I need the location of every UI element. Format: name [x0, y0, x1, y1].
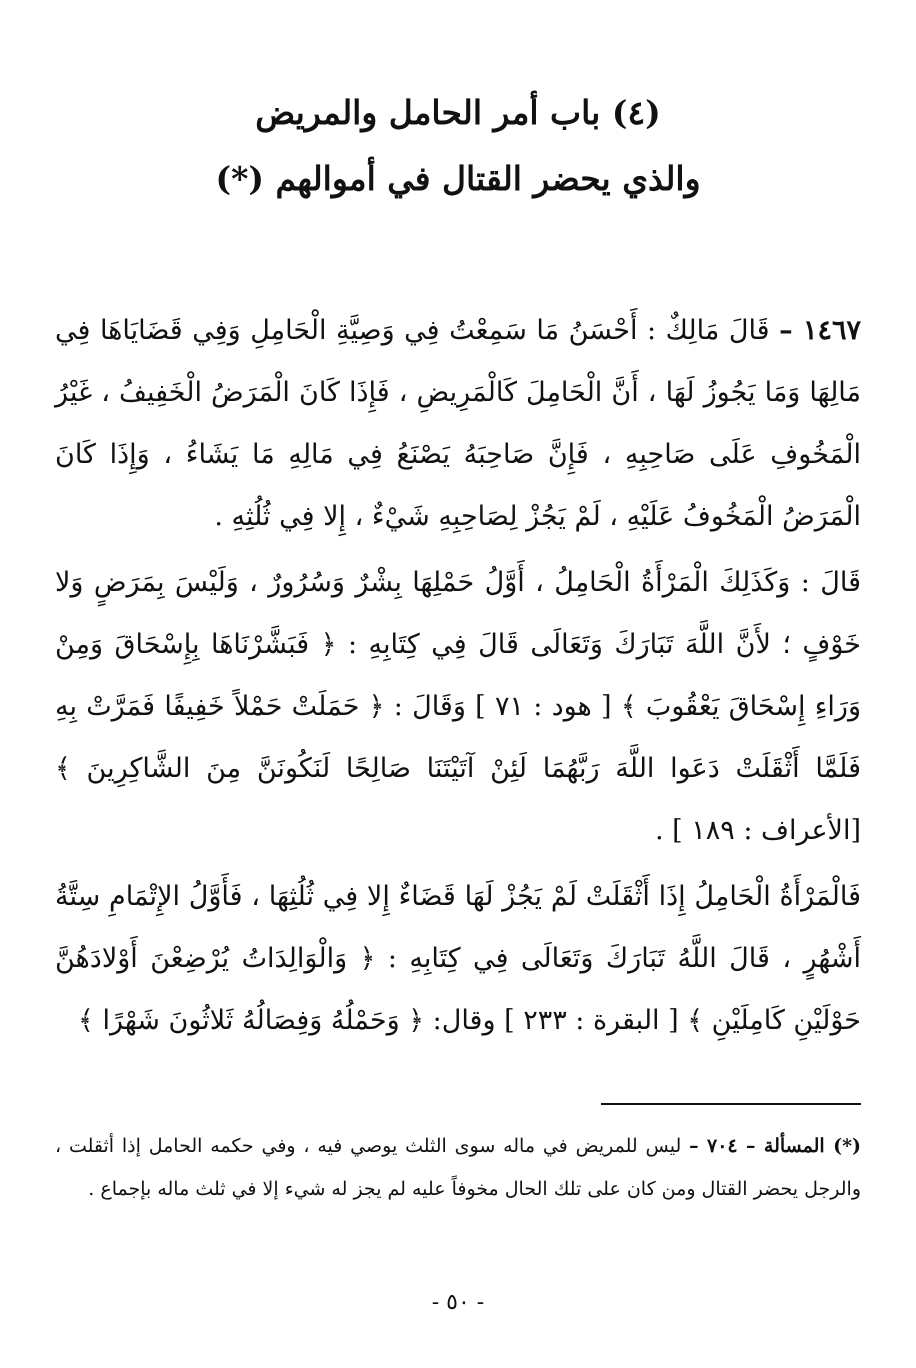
- paragraph-pregnant-woman: [55, 552, 861, 862]
- chapter-title-line2: والذي يحضر القتال في أموالهم (*): [215, 159, 701, 198]
- paragraph-text: قَالَ مَالِكٌ : أَحْسَنُ مَا سَمِعْتُ فِي وَصِيَّةِ الْحَامِلِ وَفِي قَضَايَاهَا فِي مَالِهَا وَمَا يَجُوزُ لَهَا ، أَنَّ الْحَامِلَ كَالْمَرِيضِ ، فَإِذَا كَانَ الْمَرَضُ الْخَفِيفُ ، غَيْرُ الْمَخُوفِ عَلَى صَاحِبِهِ ، فَإِنَّ صَاحِبَهُ يَصْنَعُ فِي مَالِهِ مَا يَشَاءُ ، وَإِذَا كَانَ الْمَرَضُ الْمَخُوفُ عَلَيْهِ ، لَمْ يَجُزْ لِصَاحِبِهِ شَيْءٌ ، إِلا فِي ثُلُثِهِ .: [55, 315, 861, 532]
- paragraph-text: قَالَ : وَكَذَلِكَ الْمَرْأَةُ الْحَامِلُ ، أَوَّلُ حَمْلِهَا بِشْرٌ وَسُرُورٌ ، وَلَيْسَ بِمَرَضٍ وَلا خَوْفٍ ؛ لأَنَّ اللَّهَ تَبَارَكَ وَتَعَالَى قَالَ فِي كِتَابِهِ : ﴿ فَبَشَّرْنَاهَا بِإِسْحَاقَ وَمِنْ وَرَاءِ إِسْحَاقَ يَعْقُوبَ ﴾ [ هود : ٧١ ] وَقَالَ : ﴿ حَمَلَتْ حَمْلاً خَفِيفًا فَمَرَّتْ بِهِ فَلَمَّا أَثْقَلَتْ دَعَوا اللَّهَ رَبَّهُمَا لَئِنْ آتَيْتَنَا صَالِحًا لَنَكُونَنَّ مِنَ الشَّاكِرِينَ ﴾ [الأعراف : ١٨٩ ] .: [55, 567, 861, 846]
- footnote-divider: [601, 1103, 861, 1105]
- chapter-title-line1: (٤) باب أمر الحامل والمريض: [255, 93, 661, 132]
- footnote-text: ليس للمريض في ماله سوى الثلث يوصي فيه ، وفي حكمه الحامل إذا أثقلت ، والرجل يحضر القتال ومن كان على تلك الحال مخوفاً عليه لم يجز له شيء إلا في ثلث ماله بإجماع .: [55, 1135, 861, 1200]
- paragraph-six-months: [55, 866, 861, 1052]
- paragraph-1467: [55, 300, 861, 548]
- footnote: [55, 1125, 861, 1211]
- page-number: - ٥٠ -: [431, 1290, 485, 1315]
- hadith-number: ١٤٦٧ –: [779, 315, 862, 346]
- footnote-label: (*) المسألة – ٧٠٤ –: [689, 1135, 861, 1157]
- main-text: [55, 300, 861, 1052]
- paragraph-text: فَالْمَرْأَةُ الْحَامِلُ إِذَا أَثْقَلَتْ لَمْ يَجُزْ لَهَا قَضَاءٌ إِلا فِي ثُلُثِهَا ، فَأَوَّلُ الإِتْمَامِ سِتَّةُ أَشْهُرٍ ، قَالَ اللَّهُ تَبَارَكَ وَتَعَالَى فِي كِتَابِهِ : ﴿ وَالْوَالِدَاتُ يُرْضِعْنَ أَوْلادَهُنَّ حَوْلَيْنِ كَامِلَيْنِ ﴾ [ البقرة : ٢٣٣ ] وقال: ﴿ وَحَمْلُهُ وَفِصَالُهُ ثَلاثُونَ شَهْرًا ﴾: [55, 881, 861, 1036]
